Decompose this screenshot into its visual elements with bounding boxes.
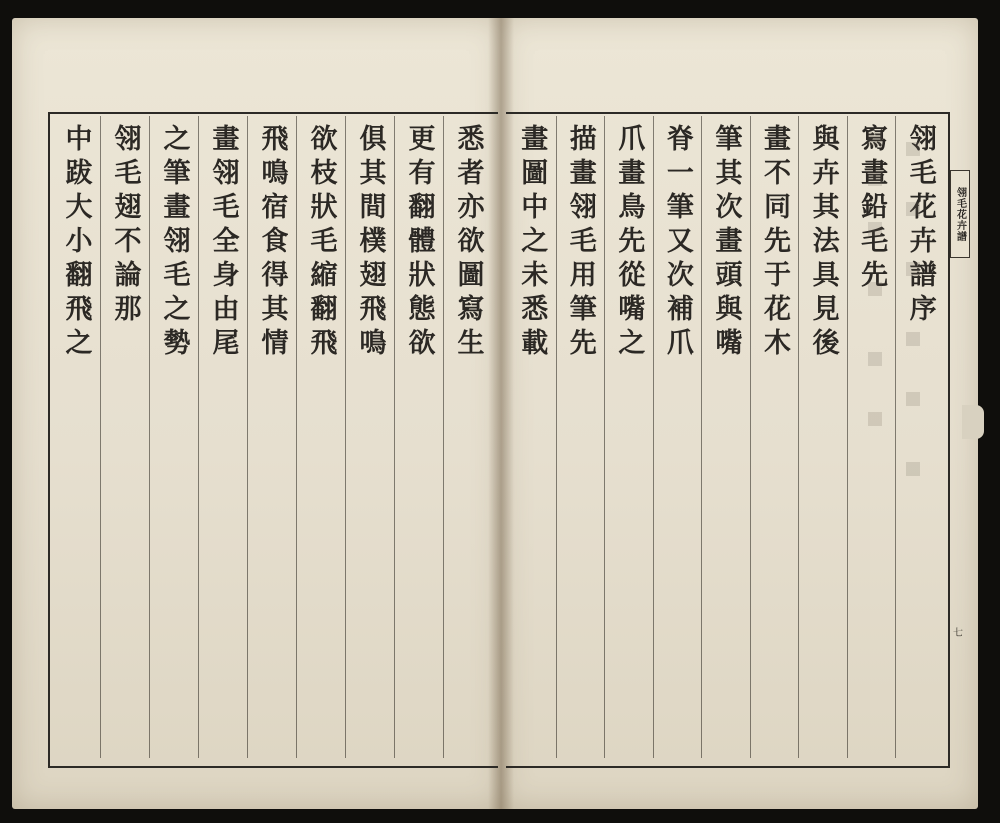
text-column [508,116,556,758]
column-text: 翎毛花卉譜序 [904,124,936,328]
folio-text: 七 [950,627,962,637]
text-column [198,116,247,758]
column-text: 俱其間樸翅飛鳴 [354,124,386,362]
column-text: 畫翎毛全身由尾 [207,124,239,362]
text-column [798,116,847,758]
column-text: 脊一筆又次補爪 [661,124,693,362]
text-column [701,116,750,758]
column-text: 翎毛翅不論那 [109,124,141,328]
column-text: 寫畫鉛毛先 [856,124,888,294]
text-column [556,116,605,758]
page-tab [962,405,984,439]
column-text: 爪畫鳥先從嘴之 [613,124,645,362]
text-column [247,116,296,758]
column-text: 之筆畫翎毛之勢 [158,124,190,362]
column-text: 畫圖中之未悉載 [516,124,548,362]
bleed-through-texture [858,112,946,762]
column-text: 欲枝狀毛縮翻飛 [305,124,337,362]
text-column [52,116,100,758]
text-column [443,116,492,758]
column-text: 描畫翎毛用筆先 [564,124,596,362]
column-text: 筆其次畫頭與嘴 [710,124,742,362]
block-ear-title [950,170,970,258]
left-page-text [52,116,492,758]
text-column [345,116,394,758]
text-column [296,116,345,758]
column-text: 畫不同先于花木 [759,124,791,362]
text-column [394,116,443,758]
text-column [604,116,653,758]
text-column [100,116,149,758]
text-column [653,116,702,758]
column-text: 飛鳴宿食得其情 [256,124,288,362]
text-column [750,116,799,758]
column-text: 與卉其法具見後 [807,124,839,362]
text-column [149,116,198,758]
folio-number [948,612,964,652]
ear-title-text: 翎毛花卉譜 [954,186,966,242]
column-text: 中跋大小翻飛之 [60,124,92,362]
column-text: 更有翻體狀態欲 [403,124,435,362]
column-text: 悉者亦欲圖寫生 [452,124,484,362]
